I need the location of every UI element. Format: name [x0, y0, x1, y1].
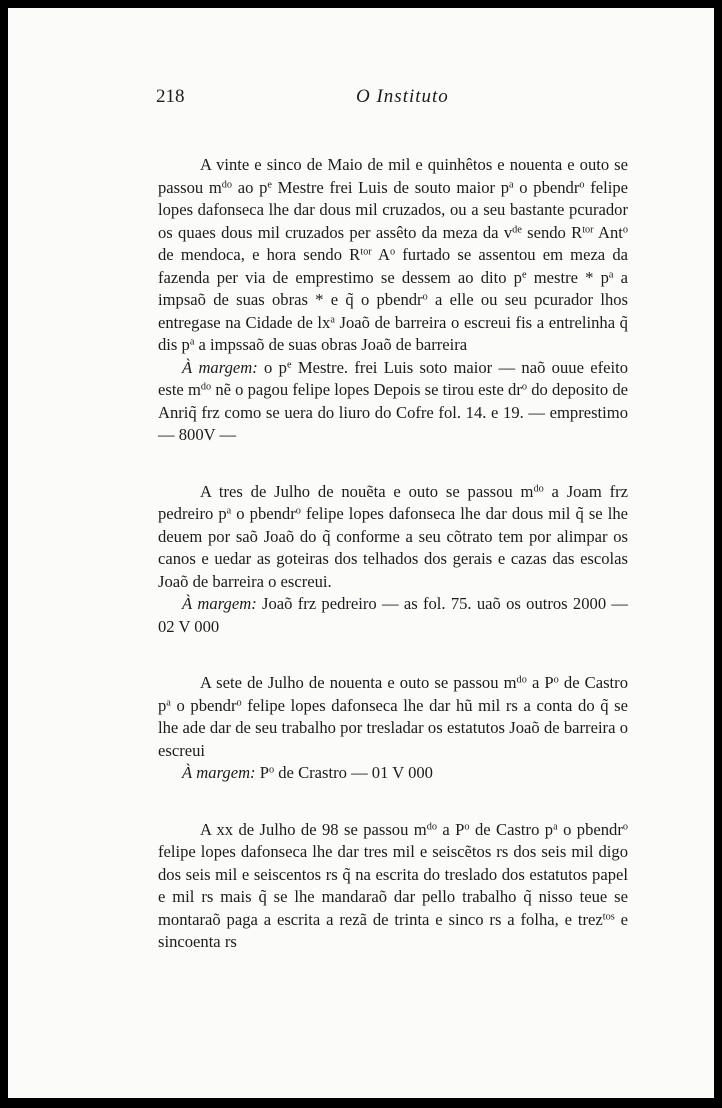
superscript: a — [226, 505, 232, 517]
entry — [158, 819, 628, 954]
text-run: a impsaõ de suas obras * e q̃ o pbendr — [158, 267, 628, 309]
superscript: a — [509, 178, 514, 190]
entry-gap — [158, 447, 628, 481]
text-run: o p — [257, 357, 287, 377]
margin-label: À margem: — [182, 357, 258, 377]
text-run: P — [255, 763, 269, 782]
superscript: o — [622, 820, 628, 832]
superscript: o — [579, 178, 585, 190]
margin-note — [158, 357, 628, 447]
text-run: felipe lopes dafonseca lhe dar dous mil cruzados, ou a seu bastante pcurador os quaes dous mil cruzados per assêto da meza da v — [158, 177, 628, 242]
superscript: a — [166, 696, 171, 708]
superscript: o — [521, 381, 528, 393]
text-run: a impssaõ de suas obras Joaõ de barreira — [194, 335, 468, 354]
margin-label: À margem: — [182, 763, 256, 782]
text-run: Joaõ frz pedreiro — as fol. 75. uaõ os outros 2000 — 02 V 000 — [158, 594, 628, 636]
entry-text — [158, 672, 628, 762]
superscript: a — [608, 268, 614, 280]
text-run: de mendoca, e hora sendo R — [158, 245, 361, 264]
text-run: a elle ou seu pcurador lhos entregase na Cidade de lx — [158, 290, 628, 332]
text-run: do deposito de Anriq̃ frz como se uera do liuro do Cofre fol. 14. e 19. — emprestimo — 800V — — [158, 380, 629, 444]
superscript: tor — [360, 246, 372, 258]
text-run: o pbendr — [557, 819, 623, 839]
superscript: o — [236, 696, 242, 708]
text-run: nẽ o pagou felipe lopes Depois se tirou este dr — [211, 380, 522, 399]
text-run: A — [371, 245, 390, 264]
text-run: A vinte e sinco de Maio de mil e quinhêtos e nouenta e outo se passou m — [158, 155, 628, 197]
superscript: o — [553, 674, 559, 686]
text-run: Joaõ de barreira o escreui fis a entrelinha q̃ dis p — [158, 312, 628, 354]
text-run: de Castro p — [469, 819, 554, 839]
superscript: o — [389, 246, 396, 258]
entry-gap — [158, 785, 628, 819]
text-run: de Crastro — 01 V 000 — [274, 763, 433, 782]
entry — [158, 154, 628, 447]
running-title: O Instituto — [356, 86, 449, 107]
text-run: a P — [526, 673, 554, 692]
superscript: a — [189, 336, 195, 348]
page-header — [156, 80, 636, 110]
text-run: felipe lopes dafonseca lhe dar dous mil q̃ se lhe deuem por saõ Joaõ do q̃ conforme a seu cõtrato tem por alimpar os canos e uedar as goteiras dos telhados dos gerais e cazas das escolas Joaõ de barreira o escreui. — [158, 504, 628, 591]
entry-gap — [158, 638, 628, 672]
document-body — [158, 154, 628, 954]
text-run: felipe lopes dafonseca lhe dar hũ mil rs a conta do q̃ se lhe ade dar de seu trabalho por tresladar os estatutos Joaõ de barreira o escreui — [158, 695, 628, 760]
text-run: e sincoenta rs — [158, 909, 628, 951]
text-run: Mestre. frei Luis soto maior — naõ ouue efeito este m — [158, 357, 629, 399]
text-run: a P — [437, 819, 465, 839]
superscript: o — [268, 764, 275, 776]
text-run: Mestre frei Luis de souto maior p — [271, 177, 510, 197]
text-run: A xx de Julho de 98 se passou m — [200, 819, 427, 839]
document-page — [8, 8, 714, 1098]
text-run: a Joam frz pedreiro p — [158, 481, 628, 523]
entry-text — [158, 819, 628, 954]
text-run: o pbendr — [170, 695, 237, 715]
entry-text — [158, 481, 628, 594]
text-run: sendo R — [521, 222, 583, 242]
superscript: e — [521, 268, 527, 280]
margin-text — [256, 763, 433, 782]
text-run: Ant — [593, 222, 623, 242]
text-run: A sete de Julho de nouenta e outo se passou m — [200, 673, 517, 692]
text-run: ao p — [232, 177, 268, 197]
text-run: felipe lopes dafonseca lhe dar tres mil e seiscẽtos rs dos seis mil digo dos seis mil e seiscentos rs q̃ na escrita do treslado dos estatutos papel e mil rs mais q̃ se lhe mandaraõ dar pello trabalho q̃ nisso teue se montaraõ paga a escrita a rezã de trinta e sinco rs a folha, e trez — [158, 842, 628, 929]
text-run: furtado se assentou em meza da fazenda per via de emprestimo se dessem ao dito p — [158, 245, 629, 287]
superscript: o — [295, 505, 301, 517]
margin-label: À margem: — [182, 594, 257, 613]
superscript: a — [330, 313, 335, 325]
superscript: do — [221, 178, 233, 190]
superscript: e — [286, 358, 292, 370]
text-run: o pbendr — [513, 177, 580, 197]
text-run: mestre * p — [526, 267, 609, 287]
superscript: o — [464, 820, 470, 832]
superscript: do — [533, 482, 544, 494]
margin-note — [158, 762, 628, 785]
entry — [158, 672, 628, 785]
text-run: A tres de Julho de nouẽta e outo se passou m — [200, 481, 534, 501]
entry — [158, 481, 628, 639]
superscript: o — [422, 291, 428, 303]
text-run: o pbendr — [231, 504, 296, 523]
page-number: 218 — [156, 86, 185, 107]
text-run: de Castro p — [158, 673, 628, 715]
superscript: o — [622, 223, 629, 235]
superscript: tor — [582, 223, 594, 235]
superscript: do — [426, 820, 437, 832]
superscript: tos — [602, 910, 615, 922]
superscript: de — [512, 223, 522, 235]
margin-note — [158, 593, 628, 638]
superscript: a — [553, 820, 558, 832]
superscript: do — [200, 381, 212, 393]
superscript: do — [516, 674, 527, 686]
superscript: e — [267, 178, 272, 190]
entry-text — [158, 154, 628, 357]
